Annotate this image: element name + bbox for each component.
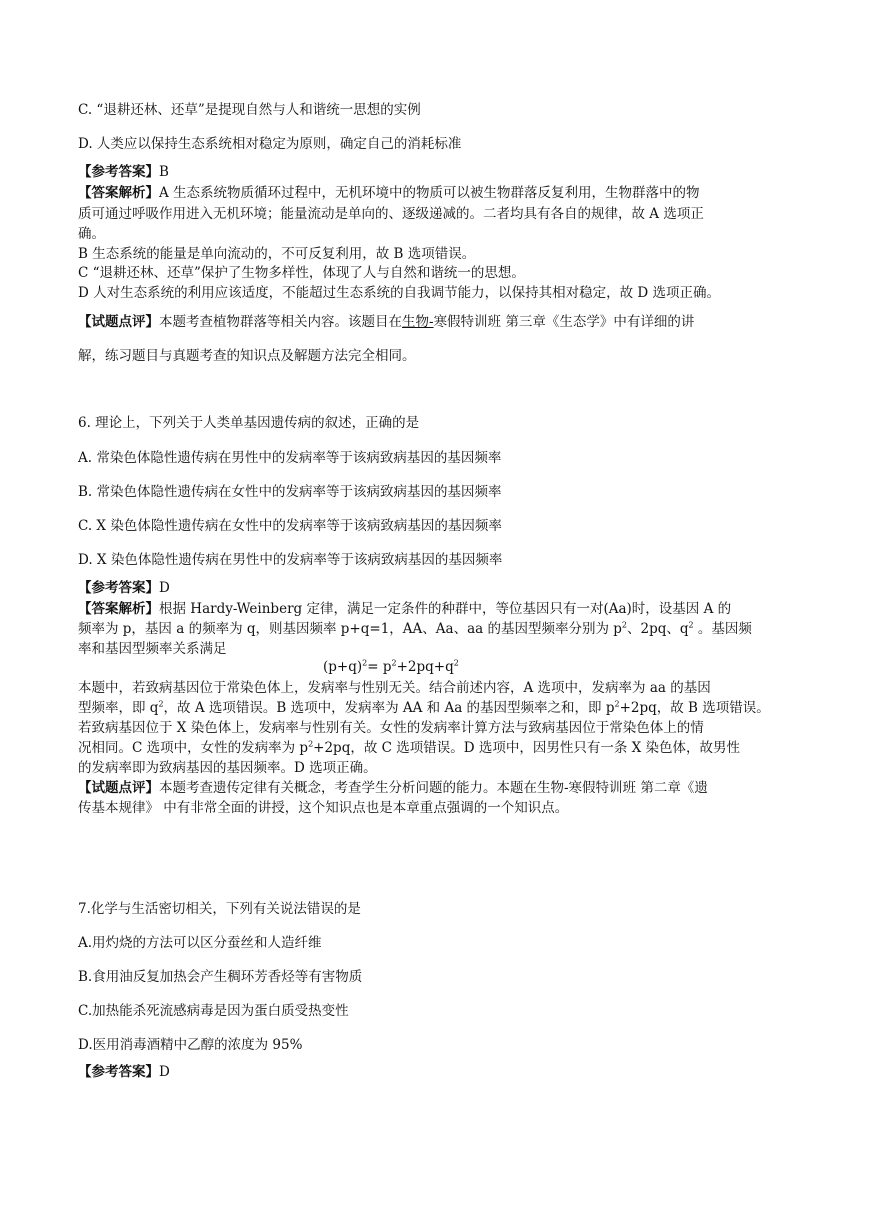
q5-explain-line-5: C “退耕还林、还草”保护了生物多样性，体现了人与自然和谐统一的思想。 <box>78 265 525 281</box>
q5-explain-line-3: 确。 <box>78 226 105 242</box>
superscript: 2 <box>453 658 459 668</box>
q5-answer <box>78 163 169 181</box>
explain-text: 、2pq、q <box>627 621 689 637</box>
q6-explain-line-4: 本题中，若致病基因位于常染色体上，发病率与性别无关。结合前述内容，A 选项中，发病率为 aa 的基因 <box>78 680 711 696</box>
q7-option-c: C.加热能杀死流感病毒是因为蛋白质受热变性 <box>78 1003 349 1019</box>
formula-text: = p <box>367 659 392 675</box>
q6-explain-line-8: 的发病率即为致病基因的基因频率。D 选项正确。 <box>78 760 377 776</box>
explain-tag: 【答案解析】 <box>78 185 159 201</box>
superscript: 2 <box>308 739 314 749</box>
formula-text: (p+q) <box>323 659 363 675</box>
hardy-weinberg-formula <box>323 658 459 676</box>
q7-stem: 7.化学与生活密切相关，下列有关说法错误的是 <box>78 901 361 917</box>
q6-explain-line-1 <box>78 600 731 618</box>
q6-option-c: C. X 染色体隐性遗传病在女性中的发病率等于该病致病基因的基因频率 <box>78 518 502 534</box>
answer-value: D <box>159 580 170 596</box>
superscript: 2 <box>158 699 164 709</box>
review-text: 本题考查遗传定律有关概念，考查学生分析问题的能力。本题在生物-寒假特训班 第二章《遗 <box>159 780 708 796</box>
answer-tag: 【参考答案】 <box>78 580 159 596</box>
q6-review-line-2: 传基本规律》 中有非常全面的讲授，这个知识点也是本章重点强调的一个知识点。 <box>78 800 569 816</box>
q6-option-d: D. X 染色体隐性遗传病在男性中的发病率等于该病致病基因的基因频率 <box>78 552 503 568</box>
explain-tag: 【答案解析】 <box>78 601 159 617</box>
explain-text: +2pq，故 B 选项错误。 <box>619 700 770 716</box>
answer-tag: 【参考答案】 <box>78 164 159 180</box>
q7-option-b: B.食用油反复加热会产生稠环芳香烃等有害物质 <box>78 969 363 985</box>
explain-text: 根据 Hardy-Weinberg 定律，满足一定条件的种群中，等位基因只有一对(Aa)时，设基因 A 的 <box>159 601 732 617</box>
q6-explain-line-5 <box>78 699 770 717</box>
explain-text: 频率为 p，基因 a 的频率为 q，则基因频率 p+q=1，AA、Aa、aa 的基因型频率分别为 p <box>78 621 622 637</box>
q5-review-line-2: 解，练习题目与真题考查的知识点及解题方法完全相同。 <box>78 348 416 364</box>
review-text: 寒假特训班 第三章《生态学》中有详细的讲 <box>433 314 695 330</box>
q5-explain-line-2: 质可通过呼吸作用进入无机环境；能量流动是单向的、逐级递减的。二者均具有各自的规律，故 A 选项正 <box>78 206 704 222</box>
q6-explain-line-2 <box>78 620 752 638</box>
review-tag: 【试题点评】 <box>78 314 159 330</box>
explain-text: 况相同。C 选项中，女性的发病率为 p <box>78 740 309 756</box>
q6-explain-line-6: 若致病基因位于 X 染色体上，发病率与性别有关。女性的发病率计算方法与致病基因位于常染色体上的情 <box>78 720 704 736</box>
q6-explain-line-7 <box>78 739 740 757</box>
explain-text: +2pq，故 C 选项错误。D 选项中，因男性只有一条 X 染色体，故男性 <box>313 740 741 756</box>
superscript: 2 <box>688 620 694 630</box>
q7-option-a: A.用灼烧的方法可以区分蚕丝和人造纤维 <box>78 935 322 951</box>
q5-option-d: D. 人类应以保持生态系统相对稳定为原则，确定自己的消耗标准 <box>78 136 462 152</box>
answer-tag: 【参考答案】 <box>78 1064 159 1080</box>
q5-explain-line-6: D 人对生态系统的利用应该适度，不能超过生态系统的自我调节能力，以保持其相对稳定，故 D 选项正确。 <box>78 285 721 301</box>
formula-text: +2pq+q <box>396 659 454 675</box>
q6-review-line-1 <box>78 779 708 797</box>
q6-option-b: B. 常染色体隐性遗传病在女性中的发病率等于该病致病基因的基因频率 <box>78 484 502 500</box>
q5-explain-line-4: B 生态系统的能量是单向流动的，不可反复利用，故 B 选项错误。 <box>78 246 476 262</box>
q5-option-c: C. “退耕还林、还草”是提现自然与人和谐统一思想的实例 <box>78 102 421 118</box>
q6-option-a: A. 常染色体隐性遗传病在男性中的发病率等于该病致病基因的基因频率 <box>78 450 502 466</box>
answer-value: B <box>159 164 169 180</box>
review-tag: 【试题点评】 <box>78 780 159 796</box>
answer-value: D <box>159 1064 170 1080</box>
course-link[interactable]: 生物- <box>402 314 434 330</box>
explain-text: A 生态系统物质循环过程中，无机环境中的物质可以被生物群落反复利用，生物群落中的物 <box>159 185 700 201</box>
superscript: 2 <box>621 620 627 630</box>
explain-text: ，故 A 选项错误。B 选项中，发病率为 AA 和 Aa 的基因型频率之和，即 p <box>163 700 615 716</box>
q6-answer <box>78 579 170 597</box>
q5-explain-line-1 <box>78 184 700 202</box>
superscript: 2 <box>614 699 620 709</box>
q7-option-d: D.医用消毒酒精中乙醇的浓度为 95% <box>78 1037 303 1053</box>
q6-explain-line-3: 率和基因型频率关系满足 <box>78 641 227 657</box>
q6-stem: 6. 理论上，下列关于人类单基因遗传病的叙述，正确的是 <box>78 415 420 431</box>
q5-review-line-1 <box>78 313 694 331</box>
q7-answer <box>78 1063 170 1081</box>
superscript: 2 <box>391 658 397 668</box>
explain-text: 型频率，即 q <box>78 700 159 716</box>
explain-text: 。基因频 <box>693 621 752 637</box>
superscript: 2 <box>362 658 368 668</box>
review-text: 本题考查植物群落等相关内容。该题目在 <box>159 314 402 330</box>
